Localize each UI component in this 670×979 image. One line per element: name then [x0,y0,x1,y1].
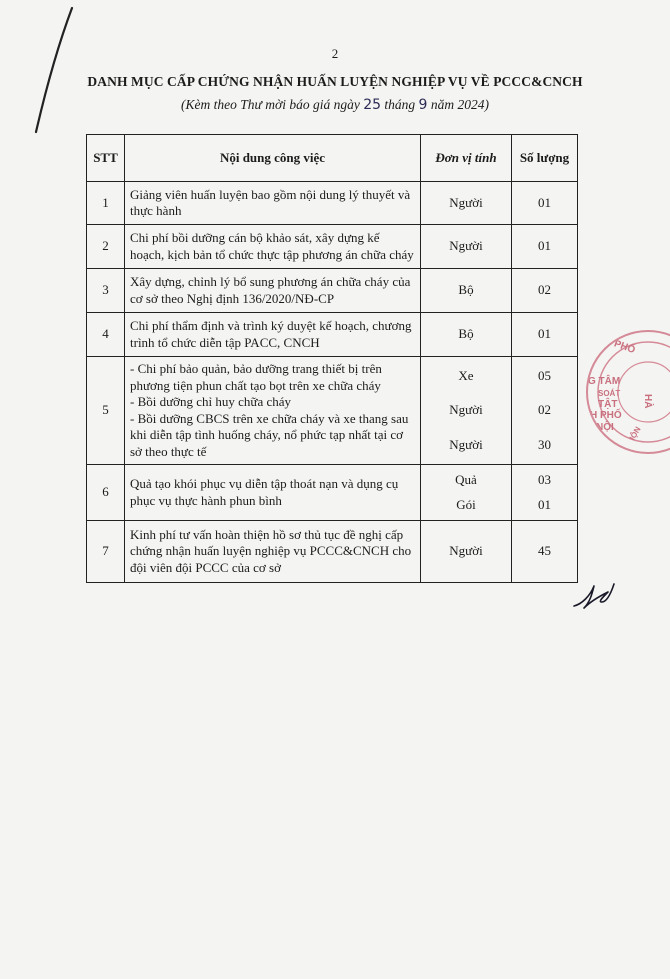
table-row [87,269,578,313]
row-stt: 1 [87,182,125,225]
row-qty: 01 [512,225,578,269]
stamp-text: H PHỐ [603,334,637,357]
stamp-text: NỘI [596,422,614,433]
stamp-text: HÀ [642,394,653,409]
row-qty-item: 05 [538,367,551,383]
row-stt: 2 [87,225,125,269]
row-content-line: - Bồi dưỡng chỉ huy chữa cháy [130,394,292,409]
table-row [87,313,578,357]
header-unit: Đơn vị tính [421,135,512,182]
row-unit: Người [421,225,512,269]
handwritten-day: 25 [363,97,382,113]
row-content: Chi phí thẩm định và trình ký duyệt kế hoạch, chương trình tổ chức diễn tập PACC, CNCH [125,313,421,357]
header-content: Nội dung công việc [125,135,421,182]
row-stt: 6 [87,465,125,521]
row-unit: Bộ [421,313,512,357]
row-qty-item: 30 [538,437,551,452]
header-stt: STT [87,135,125,182]
subtitle-month-label: tháng [381,97,419,112]
row-content-line: - Bồi dưỡng CBCS trên xe chữa cháy và xe thang sau khi diễn tập tình huống cháy, nổ phức tạp nhất tại cơ sở theo thực tế [130,410,409,459]
row-content: Xây dựng, chỉnh lý bổ sung phương án chữa cháy của cơ sở theo Nghị định 136/2020/NĐ-CP [125,269,421,313]
table-row [87,465,578,521]
row-content [125,357,421,465]
row-stt: 3 [87,269,125,313]
row-unit-item: Người [449,437,483,452]
table-row [87,357,578,465]
row-content-line: - Chi phí bảo quản, bảo dưỡng trang thiết bị trên phương tiện phun chất tạo bọt trên xe chữa cháy [130,361,382,393]
row-qty-item: 03 [538,471,551,487]
row-content: Kinh phí tư vấn hoàn thiện hồ sơ thủ tục đề nghị cấp chứng nhận huấn luyện nghiệp vụ PCCC&CNCH cho đội viên đội PCCC của cơ sở [125,521,421,583]
handwritten-month: 9 [418,97,428,113]
task-table [86,134,578,583]
row-qty: 02 [512,269,578,313]
stamp-text: TẬT [598,399,618,410]
row-unit-item: Quả [455,471,477,487]
subtitle-prefix: (Kèm theo Thư mời báo giá ngày [181,97,364,112]
stamp-text: G TÂM [588,376,621,387]
row-unit: Bộ [421,269,512,313]
document-title: DANH MỤC CẤP CHỨNG NHẬN HUẤN LUYỆN NGHIỆP VỤ VỀ PCCC&CNCH [87,74,583,89]
row-content: Chi phí bồi dưỡng cán bộ khảo sát, xây dựng kế hoạch, kịch bản tổ chức thực tập phương án chữa cháy [125,225,421,269]
row-unit-item: Gói [456,497,476,512]
document-subtitle [0,97,670,113]
stamp-text: SOÁT [598,389,621,398]
row-stt: 5 [87,357,125,465]
header-qty: Số lượng [512,135,578,182]
table-row [87,521,578,583]
row-qty: 01 [512,182,578,225]
row-unit [421,465,512,521]
row-stt: 7 [87,521,125,583]
row-stt: 4 [87,313,125,357]
official-stamp [586,330,670,454]
margin-pen-mark [0,0,80,140]
handwritten-signature [568,578,618,612]
row-unit: Người [421,182,512,225]
row-qty-item: 01 [538,497,551,512]
row-qty-item: 02 [538,402,551,418]
row-qty [512,357,578,465]
row-unit: Người [421,521,512,583]
stamp-text: IỘN [627,425,643,442]
table-row [87,182,578,225]
row-unit [421,357,512,465]
subtitle-suffix: năm 2024) [427,97,489,112]
row-qty [512,465,578,521]
page-number: 2 [331,46,339,61]
row-qty: 01 [512,313,578,357]
row-qty: 45 [512,521,578,583]
row-content: Quả tạo khói phục vụ diễn tập thoát nạn và dụng cụ phục vụ thực hành phun bình [125,465,421,521]
table-row [87,225,578,269]
row-unit-item: Người [449,402,483,418]
stamp-text: H PHỐ [590,410,622,421]
row-unit-item: Xe [458,367,474,383]
row-content: Giảng viên huấn luyện bao gồm nội dung lý thuyết và thực hành [125,182,421,225]
table-header-row [87,135,578,182]
